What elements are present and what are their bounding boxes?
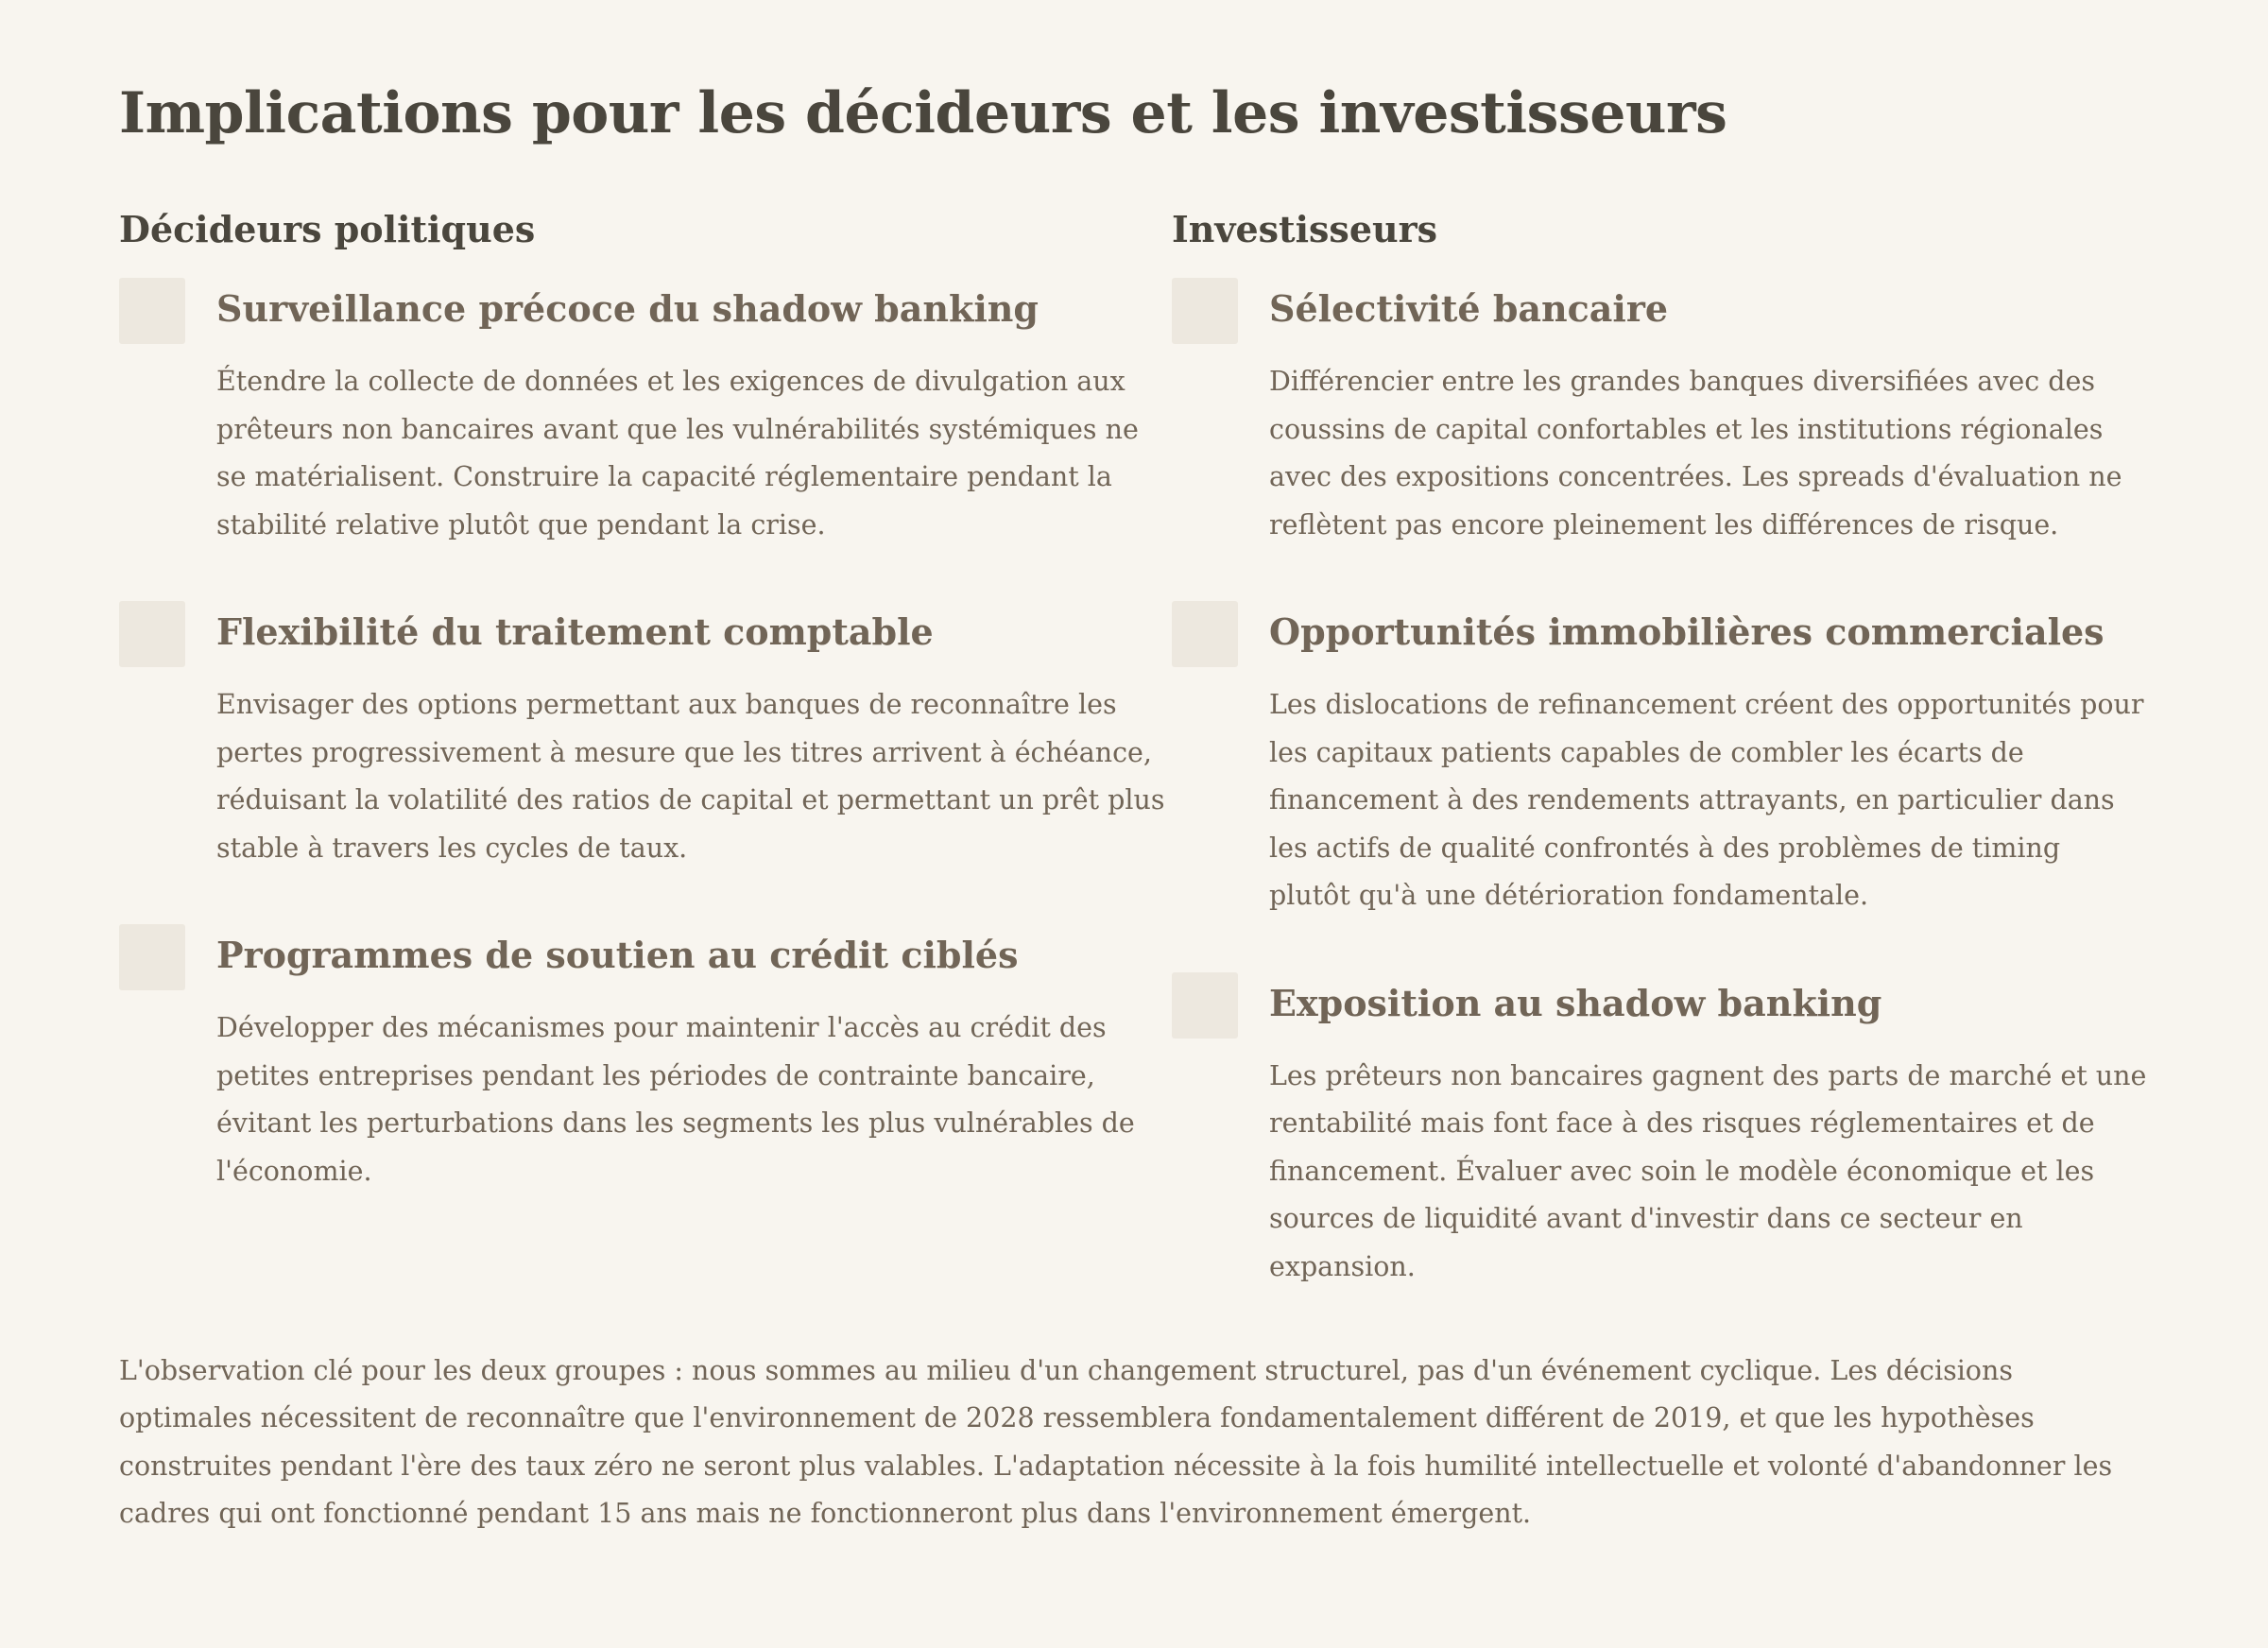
item-text: Étendre la collecte de données et les exigences de divulgation aux prêteurs non bancaires avant que les vulnérabilités systémiques ne se matérialisent. Construire la capacité réglementaire pendant la stabilité relative plutôt que pendant la crise. bbox=[216, 366, 1139, 541]
item-body bbox=[1269, 278, 2149, 549]
item-placeholder-icon bbox=[1172, 601, 1238, 667]
item-body bbox=[216, 601, 1172, 872]
item-placeholder-icon bbox=[119, 278, 185, 344]
item-placeholder-icon bbox=[1172, 972, 1238, 1039]
item-text: Différencier entre les grandes banques diversifiées avec des coussins de capital confortables et les institutions régionales avec des expositions concentrées. Les spreads d'évaluation ne reflètent pas encore pleinement les différences de risque. bbox=[1269, 366, 2122, 541]
investors-column bbox=[1172, 206, 2149, 1291]
item-title: Exposition au shadow banking bbox=[1269, 981, 1882, 1024]
item-placeholder-icon bbox=[119, 601, 185, 667]
summary-paragraph: L'observation clé pour les deux groupes : nous sommes au milieu d'un changement structurel, pas d'un événement cyclique. Les décisions optimales nécessitent de reconnaître que l'environnement de 2028 ressemblera fondamentalement différent de 2019, et que les hypothèses construites pendant l'ère des taux zéro ne seront plus valables. L'adaptation nécessite à la fois humilité intellectuelle et volonté d'abandonner les cadres qui ont fonctionné pendant 15 ans mais ne fonctionneront plus dans l'environnement émergent. bbox=[119, 1355, 2113, 1529]
policymakers-heading: Décideurs politiques bbox=[119, 208, 536, 250]
policy-item-surveillance bbox=[119, 278, 1172, 549]
columns bbox=[119, 206, 2149, 1291]
item-placeholder-icon bbox=[119, 924, 185, 990]
item-text: Les dislocations de refinancement créent des opportunités pour les capitaux patients capables de combler les écarts de financement à des rendements attrayants, en particulier dans les actifs de qualité confrontés à des problèmes de timing plutôt qu'à une détérioration fondamentale. bbox=[1269, 689, 2144, 911]
investor-item-commercial-real-estate bbox=[1172, 601, 2149, 920]
item-title: Surveillance précoce du shadow banking bbox=[216, 287, 1039, 330]
item-title: Opportunités immobilières commerciales bbox=[1269, 610, 2105, 653]
policy-item-credit-support bbox=[119, 924, 1172, 1195]
item-body bbox=[216, 278, 1172, 549]
item-text: Développer des mécanismes pour maintenir l'accès au crédit des petites entreprises pendant les périodes de contrainte bancaire, évitant les perturbations dans les segments les plus vulnérables de l'économie. bbox=[216, 1012, 1135, 1187]
policy-item-accounting bbox=[119, 601, 1172, 872]
investor-item-bank-selectivity bbox=[1172, 278, 2149, 549]
item-placeholder-icon bbox=[1172, 278, 1238, 344]
investors-heading: Investisseurs bbox=[1172, 208, 1438, 250]
page-title: Implications pour les décideurs et les investisseurs bbox=[119, 80, 1727, 146]
policymakers-column bbox=[119, 206, 1172, 1291]
item-body bbox=[1269, 601, 2149, 920]
item-text: Envisager des options permettant aux banques de reconnaître les pertes progressivement à mesure que les titres arrivent à échéance, réduisant la volatilité des ratios de capital et permettant un prêt plus stable à travers les cycles de taux. bbox=[216, 689, 1165, 864]
item-title: Flexibilité du traitement comptable bbox=[216, 610, 934, 653]
item-title: Sélectivité bancaire bbox=[1269, 287, 1669, 330]
item-title: Programmes de soutien au crédit ciblés bbox=[216, 934, 1019, 976]
investor-item-shadow-banking bbox=[1172, 972, 2149, 1292]
item-text: Les prêteurs non bancaires gagnent des parts de marché et une rentabilité mais font face à des risques réglementaires et de financement. Évaluer avec soin le modèle économique et les sources de liquidité avant d'investir dans ce secteur en expansion. bbox=[1269, 1059, 2147, 1282]
item-body bbox=[216, 924, 1172, 1195]
item-body bbox=[1269, 972, 2149, 1292]
